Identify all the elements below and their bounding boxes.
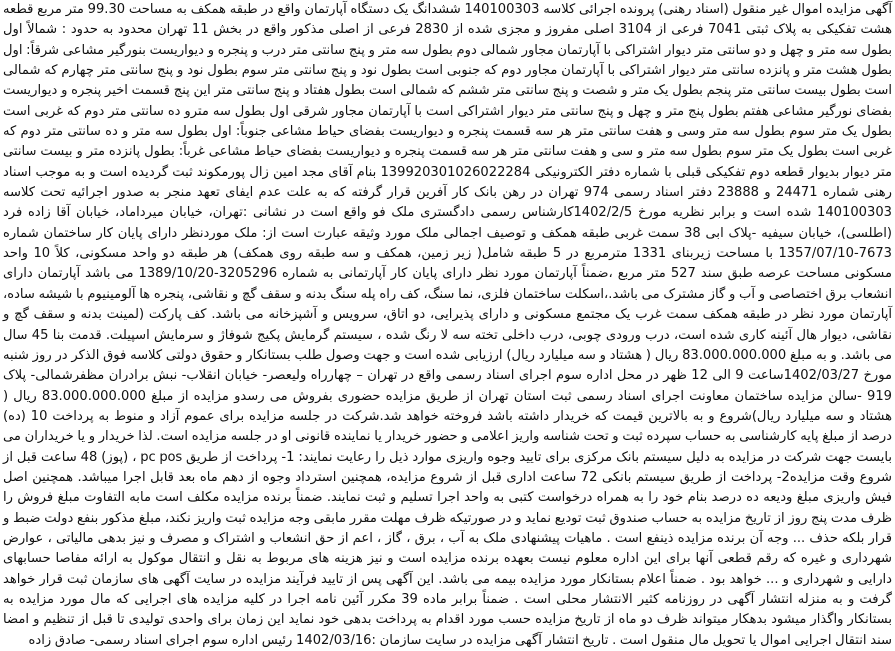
notice-text: آگهی مزایده اموال غیر منقول (اسناد رهنی) پرونده اجرائی کلاسه 140100303 ششدانگ یک دستگاه آپارتمان واقع در طبقه همکف به مساحت 99.30 متر مربع قطعه هشت تفکیکی به پلاک ثبتی 7041 فرعی از 3104 اصلی مفروز و مجزی شده از 2830 فرعی از اصلی مذکور واقع در بخش 11 تهران محدود به حدود : شمالاً اول بطول سه متر و چهل و دو سانتی متر دیوار اشتراکی با آپارتمان مجاور شمالی دوم بطول سه متر و پنج سانتی متر درب و پنجره و دیواریست بنورگیر مشاعی شرقاً: اول بطول هشت متر و پانزده سانتی متر دیوار اشتراکی با آپارتمان مجاور دوم که جنوبی است بطول نود و پنج سانتی متر سوم بطول نود و پنج سانتی متر چهارم که شمالی است بطول بیست سانتی متر پنجم بطول یک متر و شصت و پنج سانتی متر ششم که شمالی است بطول هفتاد و پنج سانتی متر این پنج قسمت اخیر پنجره و دیواریست بفضای نورگیر مشاعی هفتم بطول پنج متر و چهل و پنج سانتی متر دیوار اشتراکی است با آپارتمان مجاور شرقی اول بطول سه مترو ده سانتی متر دوم که غربی است بطول یک متر سوم بطول سه متر وسی و هفت سانتی متر هر سه قسمت پنجره و دیواریست بفضای حیاط مشاعی جنوباً: اول بطول سه متر و ده سانتی متر دوم که غربی است بطول یک متر سوم بطول سه متر و سی و هفت سانتی متر هر سه قسمت پنجره و دیواریست بفضای حیاط مشاعی غرباً: بطول پانزده متر و بیست سانتی متر دیوار بدیوار قطعه دوم تفکیکی قبلی با شماره دفتر الکترونیکی 139920301026022284 بنام آقای مجد امین زال پورمکوند ثبت گردیده است و به موجب اسناد رهنی شماره 24471 و 23888 دفتر اسناد رسمی 974 تهران در رهن بانک کار آفرین قرار گرفته که به علت عدم ایفای تعهد منجر به صدور اجرائیه تحت کلاسه 140100303 شده است و برابر نظریه مورخ 1402/2/5کارشناس رسمی دادگستری ملک فو واقع است در نشانی :تهران، خیابان میرداماد، خیابان آقا زاده فرد (اطلسی)، خیابان سیفیه -پلاک ابی 38 سمت غربی طبقه همکف و توصیف اجمالی ملک مورد وثیقه عبارت است از: ملک موردنظر دارای پایان کار ساختمان شماره 7673-1357/07/10 با مساحت زیربنای 1331 مترمربع در 5 طبقه شامل( زیر زمین، همکف و سه طبقه روی همکف) هر طبقه دو واحد مسکونی، کلاً 10 واحد مسکونی مساحت عرصه طبق سند 527 متر مربع ،ضمناً آپارتمان مورد نظر دارای پایان کار آپارتمانی به شماره 3205296-1389/10/20 می باشد آپارتمان دارای انشعاب برق اختصاصی و آب و گاز مشترک می باشد.،اسکلت ساختمان فلزی، نما سنگ، کف راه پله سنگ بدنه و سقف گچ و نقاشی، پنجره ها آلومینیوم با شیشه ساده، آپارتمان مورد نظر در طبقه همکف سمت غرب یک مجتمع مسکونی و دارای پذیرایی، دو اتاق، سرویس و آشپزخانه می باشد. کف پارکت (لمینت بدنه و سقف گچ و نقاشی، دیوار هال آئینه کاری شده است، درب ورودی چوبی، درب داخلی تخته سه لا رنگ شده ، سیستم گرمایش پکیج شوفاژ و سرمایش اسپیلت. قدمت بنا 45 سال می باشد. و به مبلغ 83.000.000.000 ریال ( هشتاد و سه میلیارد ریال) ارزیابی شده است و جهت وصول طلب بستانکار و حقوق دولتی کلاسه فوق الذکر در روز شنبه مورخ 1402/03/27ساعت 9 الی 12 ظهر در محل اداره سوم اجرای اسناد رسمی واقع در تهران – چهارراه ولیعصر- خیابان انقلاب- نبش برادران مظفرشمالی- پلاک 919 -سالن مزایده ساختمان معاونت اجرای اسناد رسمی ثبت استان تهران از طریق مزایده حضوری بفروش می رسدو مزایده از مبلغ 83.000.000.000 ریال ( هشتاد و سه میلیارد ریال)شروع و به بالاترین قیمت که خریدار داشته باشد فروخته خواهد شد.شرکت در جلسه مزایده برای عموم آزاد و منوط به پرداخت 10 (ده) درصد از مبلغ پایه کارشناسی به حساب سپرده ثبت و تحت شناسه واریز اعلامی و حضور خریدار یا نماینده قانونی او در جلسه مزایده است. لذا خریدار و یا خریداران می بایست جهت شرکت در مزایده به دلیل سیستم بانک مرکزی برای تایید وجوه واریزی موارد ذیل را رعایت نمایند: 1- پرداخت از طریق pc pos ، (پوز) 48 ساعت قبل از شروع وقت مزایده2- پرداخت از طریق سیستم بانکی 72 ساعت اداری قبل از شروع مزایده، همچنین استرداد وجوه از دهم ماه بعد قابل اجرا میباشد. همچنین اصل فیش واریزی مبلغ ودیعه ده درصد بنام خود را به همراه درخواست کتبی به واحد اجرا تسلیم و ثبت نمایند. ضمناً برنده مزایده مکلف است مابه التفاوت مبلغ فروش را ظرف مدت پنج روز از تاریخ مزایده به حساب صندوق ثبت تودیع نماید و در صورتیکه ظرف مهلت مقرر مابقی وجه مزایده ثبت واریز نکند، مبلغ مذکور بنفع دولت ضبط و قرار بلکه حذف ... وجه آن برنده مزایده ذینفع است . ماهیات پیشنهادی ملک به آب ، برق ، گاز ، اعم از حق انشعاب و اشتراک و مصرف و نیز بدهی مالیاتی ، عوارض شهرداری و غیره که رقم قطعی آنها برای این اداره معلوم نیست بعهده برنده مزایده است و نیز هزینه های مربوط به نقل و انتقال موکول به ارائه مفاصا حسابهای دارایی و شهرداری و ... خواهد بود . ضمناً اعلام بستانکار مورد مزایده بیمه می باشد. این آگهی پس از تایید فرآیند مزایده در سایت آگهی های سازمان ثبت قرار خواهد گرفت و به منزله انتشار آگهی در روزنامه کثیر الانتشار محلی است . ضمناً برابر ماده 39 مکرر آئین نامه اجرا در کلیه مزایده های اجرایی که مال مورد مزایده به بستانکار واگذار میشود بدهکار میتواند ظرف دو ماه از تاریخ مزایده حسب مورد اقدام به پرداخت بدهی خود نماید این زمان برای واحدی تولیدی تا قبل از تنظیم و امضا سند انتقال اجرایی اموال یا تحویل مال منقول است . تاریخ انتشار آگهی مزایده در سایت سازمان :1402/03/16 رئیس اداره سوم اجرای اسناد رسمی- صادق زاده xyxy=(3,2,893,648)
